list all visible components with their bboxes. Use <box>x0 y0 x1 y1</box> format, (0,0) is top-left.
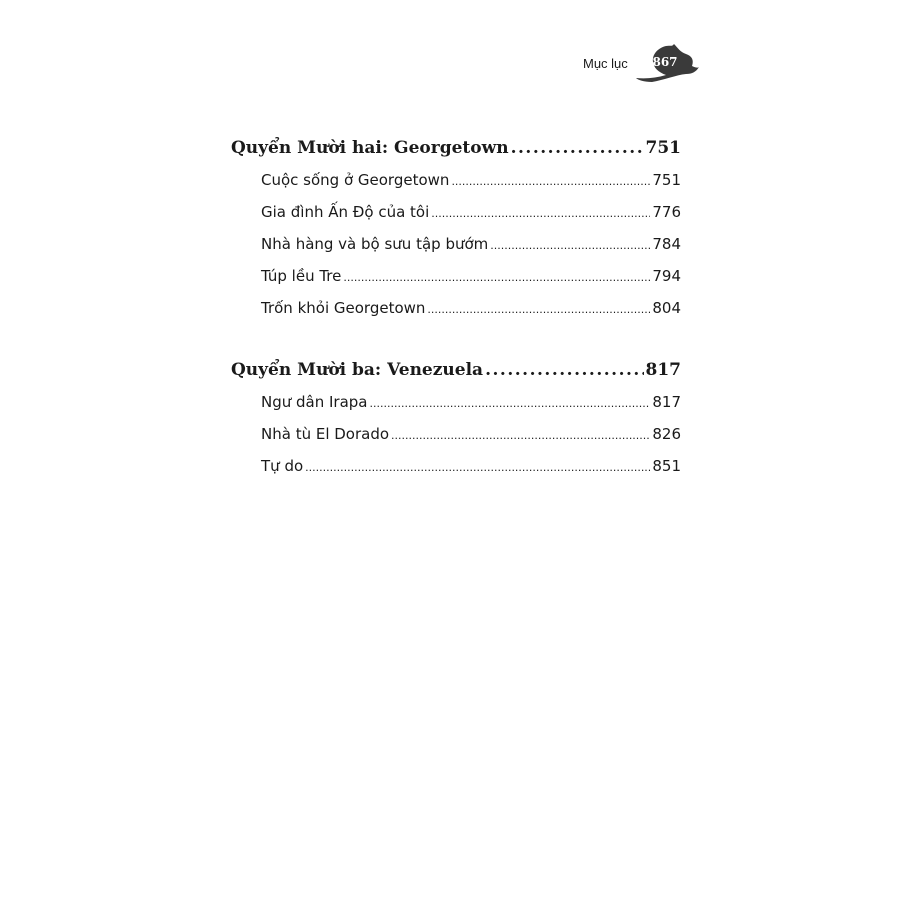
chapter-entry <box>231 450 681 482</box>
chapter-title: Gia đình Ấn Độ của tôi <box>261 203 430 221</box>
chapter-page: 776 <box>652 203 681 221</box>
chapter-title: Cuộc sống ở Georgetown <box>261 171 450 189</box>
book-title: Quyển Mười ba: Venezuela <box>231 360 484 380</box>
chapter-entry <box>231 260 681 292</box>
chapter-title: Nhà hàng và bộ sưu tập bướm <box>261 235 489 253</box>
chapter-page: 817 <box>652 393 681 411</box>
chapter-page: 751 <box>652 171 681 189</box>
dot-leader <box>305 450 650 484</box>
chapter-title: Tự do <box>261 457 304 475</box>
book-section <box>231 132 681 324</box>
dot-leader <box>451 164 650 198</box>
dot-leader <box>343 260 650 294</box>
chapter-entry <box>231 418 681 450</box>
chapter-entry <box>231 228 681 260</box>
chapter-title: Nhà tù El Dorado <box>261 425 390 443</box>
chapter-page: 851 <box>652 457 681 475</box>
book-heading <box>231 354 681 386</box>
dot-leader <box>391 418 650 452</box>
page-number: 867 <box>652 55 678 69</box>
chapter-entry <box>231 292 681 324</box>
chapter-title: Trốn khỏi Georgetown <box>261 299 426 317</box>
chapter-entry <box>231 164 681 196</box>
book-section <box>231 354 681 482</box>
chapter-title: Ngư dân Irapa <box>261 393 368 411</box>
dot-leader <box>490 228 650 262</box>
book-title: Quyển Mười hai: Georgetown <box>231 138 509 158</box>
dot-leader <box>431 196 650 230</box>
dot-leader <box>485 354 643 386</box>
book-page: 817 <box>645 360 681 380</box>
chapter-page: 826 <box>652 425 681 443</box>
header-title: Mục lục <box>583 56 628 71</box>
table-of-contents <box>231 132 681 512</box>
chapter-page: 804 <box>652 299 681 317</box>
book-heading <box>231 132 681 164</box>
chapter-title: Túp lều Tre <box>261 267 342 285</box>
chapter-entry <box>231 386 681 418</box>
running-header <box>560 42 700 86</box>
chapter-entry <box>231 196 681 228</box>
dot-leader <box>427 292 650 326</box>
chapter-page: 794 <box>652 267 681 285</box>
dot-leader <box>511 132 644 164</box>
book-page: 751 <box>645 138 681 158</box>
dot-leader <box>370 386 651 420</box>
chapter-page: 784 <box>652 235 681 253</box>
